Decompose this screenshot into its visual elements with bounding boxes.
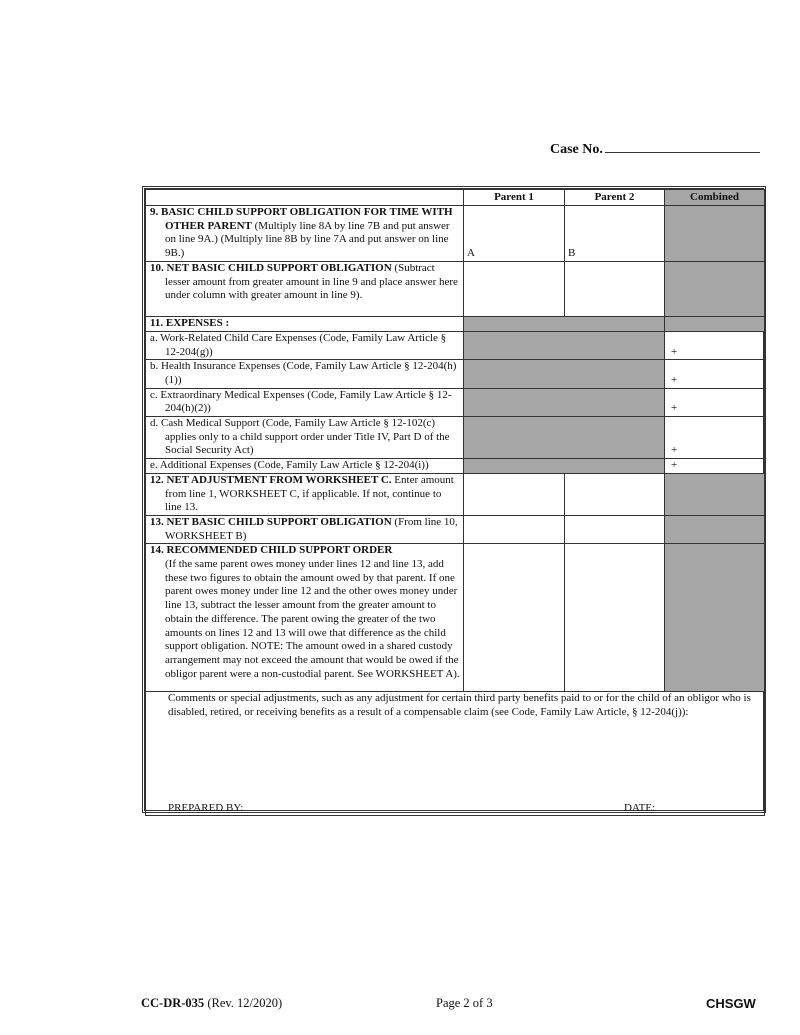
form-code: CHSGW	[706, 996, 756, 1011]
row-11a-combined[interactable]	[665, 331, 765, 359]
row-14-label	[146, 544, 464, 692]
row-11d-combined[interactable]	[665, 417, 765, 459]
row-13-label	[146, 515, 464, 543]
row-13-parent1[interactable]	[464, 515, 565, 543]
comments-label: Comments or special adjustments, such as any adjustment for certain third party benefits paid to or for the child of an obligor who is disabled, retired, or receiving benefits as a result of a compensable claim (see Code, Family Law Article, § 12-204(j)):	[168, 692, 751, 719]
row-11d-label: d. Cash Medical Support (Code, Family Law Article § 12-102(c) applies only to a child support order under Title IV, Part D of the Social Security Act)	[146, 417, 464, 459]
row-12	[146, 473, 765, 515]
row-14-desc: (If the same parent owes money under lines 12 and line 13, add these two figures to obtain the amount owed by that parent. If one parent owes money under line 12 and the other owes money under line 13, subtract the lesser amount from the greater amount to obtain the difference. The parent owing the greater of the two amounts on lines 12 and 13 will owe that difference as the child support obligation. NOTE: The amount owed in a shared custody arrangement may not exceed the amount that would be owed if the obligor parent were a non-custodial parent. See WORKSHEET A).	[165, 558, 460, 680]
row-9b-marker: B	[568, 247, 576, 260]
row-10-title: 10. NET BASIC CHILD SUPPORT OBLIGATION	[150, 261, 392, 274]
header-parent2: Parent 2	[565, 190, 665, 206]
case-no-label: Case No.	[550, 142, 603, 157]
row-9-label	[146, 206, 464, 262]
form-number: CC-DR-035	[141, 996, 205, 1010]
row-9	[146, 206, 765, 262]
row-11d	[146, 417, 765, 459]
row-11c-label: c. Extraordinary Medical Expenses (Code, Family Law Article § 12-204(h)(2))	[146, 388, 464, 416]
row-11b-label: b. Health Insurance Expenses (Code, Family Law Article § 12-204(h)(1))	[146, 360, 464, 388]
row-14-combined	[665, 544, 765, 692]
worksheet-table	[145, 189, 765, 816]
row-9-title: 9. BASIC CHILD SUPPORT OBLIGATION FOR TIME WITH OTHER PARENT	[150, 206, 453, 232]
row-11-combined	[665, 316, 765, 331]
row-9a-marker: A	[467, 247, 475, 260]
row-12-label	[146, 473, 464, 515]
row-14-title: 14. RECOMMENDED CHILD SUPPORT ORDER	[150, 544, 393, 557]
row-14-parent1[interactable]	[464, 544, 565, 692]
header-combined: Combined	[665, 190, 765, 206]
row-14-parent2[interactable]	[565, 544, 665, 692]
prepared-by-label: PREPARED BY:	[168, 801, 244, 814]
comments-field[interactable]	[146, 692, 765, 816]
row-11e-parents	[464, 459, 665, 474]
row-12-desc: Enter amount from line 1, WORKSHEET C, if applicable. If not, continue to line 13.	[165, 473, 454, 514]
row-11-label	[146, 316, 464, 331]
form-revision: (Rev. 12/2020)	[204, 996, 283, 1010]
row-11c	[146, 388, 765, 416]
row-13-parent2[interactable]	[565, 515, 665, 543]
row-11a-parents	[464, 331, 665, 359]
row-10-label	[146, 261, 464, 316]
form-id	[141, 996, 282, 1011]
case-no-field[interactable]	[605, 140, 760, 153]
row-11e	[146, 459, 765, 474]
row-12-title: 12. NET ADJUSTMENT FROM WORKSHEET C.	[150, 473, 392, 486]
row-11d-parents	[464, 417, 665, 459]
page-number: Page 2 of 3	[436, 996, 493, 1010]
header-blank	[146, 190, 464, 206]
row-10-parent2[interactable]	[565, 261, 665, 316]
row-13	[146, 515, 765, 543]
row-13-title: 13. NET BASIC CHILD SUPPORT OBLIGATION	[150, 515, 392, 528]
row-14	[146, 544, 765, 692]
row-11e-combined[interactable]	[665, 459, 765, 474]
row-11e-label: e. Additional Expenses (Code, Family Law Article § 12-204(i))	[146, 459, 464, 474]
row-9-parent1[interactable]	[464, 206, 565, 262]
row-13-desc: (From line 10, WORKSHEET B)	[165, 515, 458, 542]
row-12-parent1[interactable]	[464, 473, 565, 515]
row-11b-parents	[464, 360, 665, 388]
date-label: DATE:	[624, 801, 656, 814]
plus-sign: +	[671, 459, 678, 472]
row-11b-combined[interactable]	[665, 360, 765, 388]
row-11b	[146, 360, 765, 388]
row-10-desc: (Subtract lesser amount from greater amount in line 9 and place answer here under column with greater amount in line 9).	[165, 261, 458, 302]
row-11c-combined[interactable]	[665, 388, 765, 416]
header-row	[146, 190, 765, 206]
case-number	[550, 140, 760, 158]
row-11a	[146, 331, 765, 359]
plus-sign: +	[671, 345, 678, 358]
row-11-title: 11. EXPENSES :	[150, 316, 230, 329]
row-10	[146, 261, 765, 316]
comments-row	[146, 692, 765, 816]
row-11-parents	[464, 316, 665, 331]
row-11a-label: a. Work-Related Child Care Expenses (Code, Family Law Article § 12-204(g))	[146, 331, 464, 359]
row-12-combined	[665, 473, 765, 515]
row-9-desc: (Multiply line 8A by line 7B and put answer on line 9A.) (Multiply line 8B by line 7A and put answer on line 9B.)	[165, 219, 450, 260]
row-10-combined	[665, 261, 765, 316]
plus-sign: +	[671, 373, 678, 386]
worksheet-table-frame	[142, 186, 766, 813]
row-13-combined	[665, 515, 765, 543]
row-11	[146, 316, 765, 331]
row-10-parent1[interactable]	[464, 261, 565, 316]
row-9-combined	[665, 206, 765, 262]
plus-sign: +	[671, 444, 678, 457]
plus-sign: +	[671, 402, 678, 415]
row-12-parent2[interactable]	[565, 473, 665, 515]
header-parent1: Parent 1	[464, 190, 565, 206]
row-11c-parents	[464, 388, 665, 416]
row-9-parent2[interactable]	[565, 206, 665, 262]
